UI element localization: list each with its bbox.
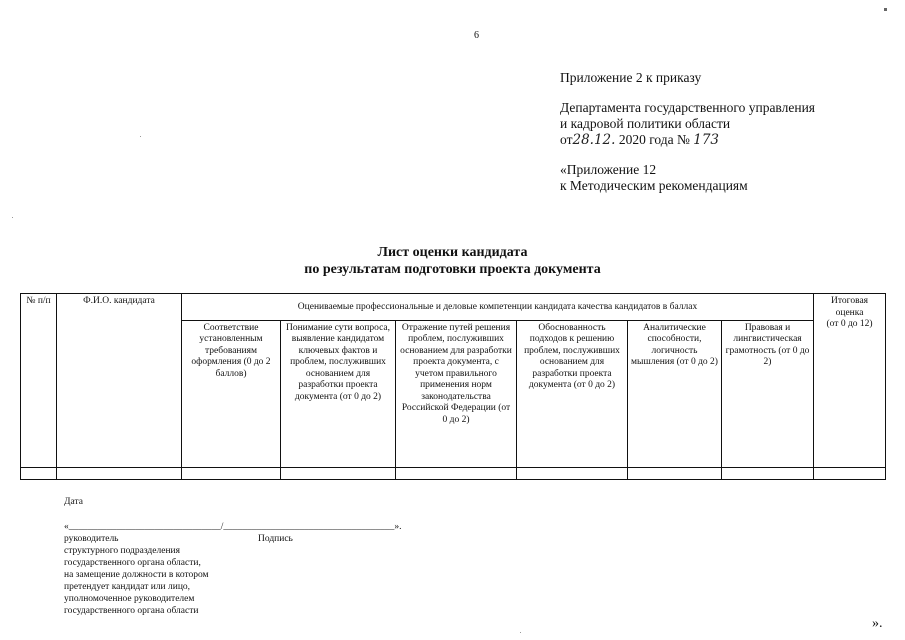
table-cell <box>281 467 396 479</box>
title-line-2: по результатам подготовки проекта документа <box>304 262 601 277</box>
signature-line: «________________________________/____________________________________». <box>64 522 402 532</box>
column-competencies: Оцениваемые профессиональные и деловые компетенции кандидата качества кандидатов в баллах <box>182 294 814 321</box>
evaluation-table <box>20 293 886 480</box>
desc-line-2: государственного органа области, <box>64 558 201 568</box>
scan-dot <box>140 136 141 137</box>
handwritten-number: 173 <box>693 132 720 148</box>
appendix-date-line <box>560 132 815 148</box>
document-title <box>0 244 905 278</box>
total-label: Итоговая оценка <box>831 296 869 318</box>
criterion-formatting: Соответствие установленным требованиям оформления (0 до 2 баллов) <box>182 320 281 467</box>
caption-signature: Подпись <box>258 534 293 544</box>
date-suffix: 2020 года № <box>615 132 694 147</box>
caption-head: руководитель <box>64 534 119 544</box>
date-label: Дата <box>64 497 83 507</box>
appendix-header <box>560 70 815 194</box>
desc-line-5: уполномоченное руководителем <box>64 594 195 604</box>
table-cell <box>182 467 281 479</box>
table-cell <box>21 467 57 479</box>
desc-line-6: государственного органа области <box>64 606 199 616</box>
table-cell <box>722 467 814 479</box>
table-cell <box>517 467 628 479</box>
table-cell <box>396 467 517 479</box>
date-prefix: от <box>560 132 573 147</box>
table-cell <box>814 467 886 479</box>
appendix-line-policy: и кадровой политики области <box>560 116 731 131</box>
table-header-row <box>21 294 886 321</box>
desc-line-1: структурного подразделения <box>64 546 180 556</box>
scan-dot <box>520 632 521 633</box>
title-line-1: Лист оценки кандидата <box>377 245 528 260</box>
scan-dot <box>884 8 887 11</box>
page-number: 6 <box>474 30 479 41</box>
column-number: № п/п <box>21 294 57 468</box>
closing-quote: ». <box>872 616 883 631</box>
column-total <box>814 294 886 468</box>
scan-dot <box>12 217 13 218</box>
column-fio: Ф.И.О. кандидата <box>57 294 182 468</box>
table-cell <box>628 467 722 479</box>
criterion-solutions: Отражение путей решения проблем, послуживших основанием для разработки проекта документа, с учетом правильного применения норм законодательства Российской Федерации (от 0 до 2) <box>396 320 517 467</box>
criterion-analytics: Аналитические способности, логичность мышления (от 0 до 2) <box>628 320 722 467</box>
table-row <box>21 467 886 479</box>
criterion-justification: Обоснованность подходов к решению проблем, послуживших основанием для разработки проекта документа (от 0 до 2) <box>517 320 628 467</box>
total-range: (от 0 до 12) <box>826 319 873 329</box>
appendix-line-recommendations: к Методическим рекомендациям <box>560 178 748 193</box>
appendix-line-order: Приложение 2 к приказу <box>560 70 702 85</box>
criterion-understanding: Понимание сути вопроса, выявление кандидатом ключевых фактов и проблем, послуживших основанием для разработки проекта документа (от 0 до 2) <box>281 320 396 467</box>
appendix-line-department: Департамента государственного управления <box>560 100 816 115</box>
table-cell <box>57 467 182 479</box>
handwritten-date: 28.12. <box>572 132 616 148</box>
desc-line-4: претендует кандидат или лицо, <box>64 582 191 592</box>
desc-line-3: на замещение должности в котором <box>64 570 209 580</box>
appendix-line-12: «Приложение 12 <box>560 162 657 177</box>
criterion-literacy: Правовая и лингвистическая грамотность (от 0 до 2) <box>722 320 814 467</box>
